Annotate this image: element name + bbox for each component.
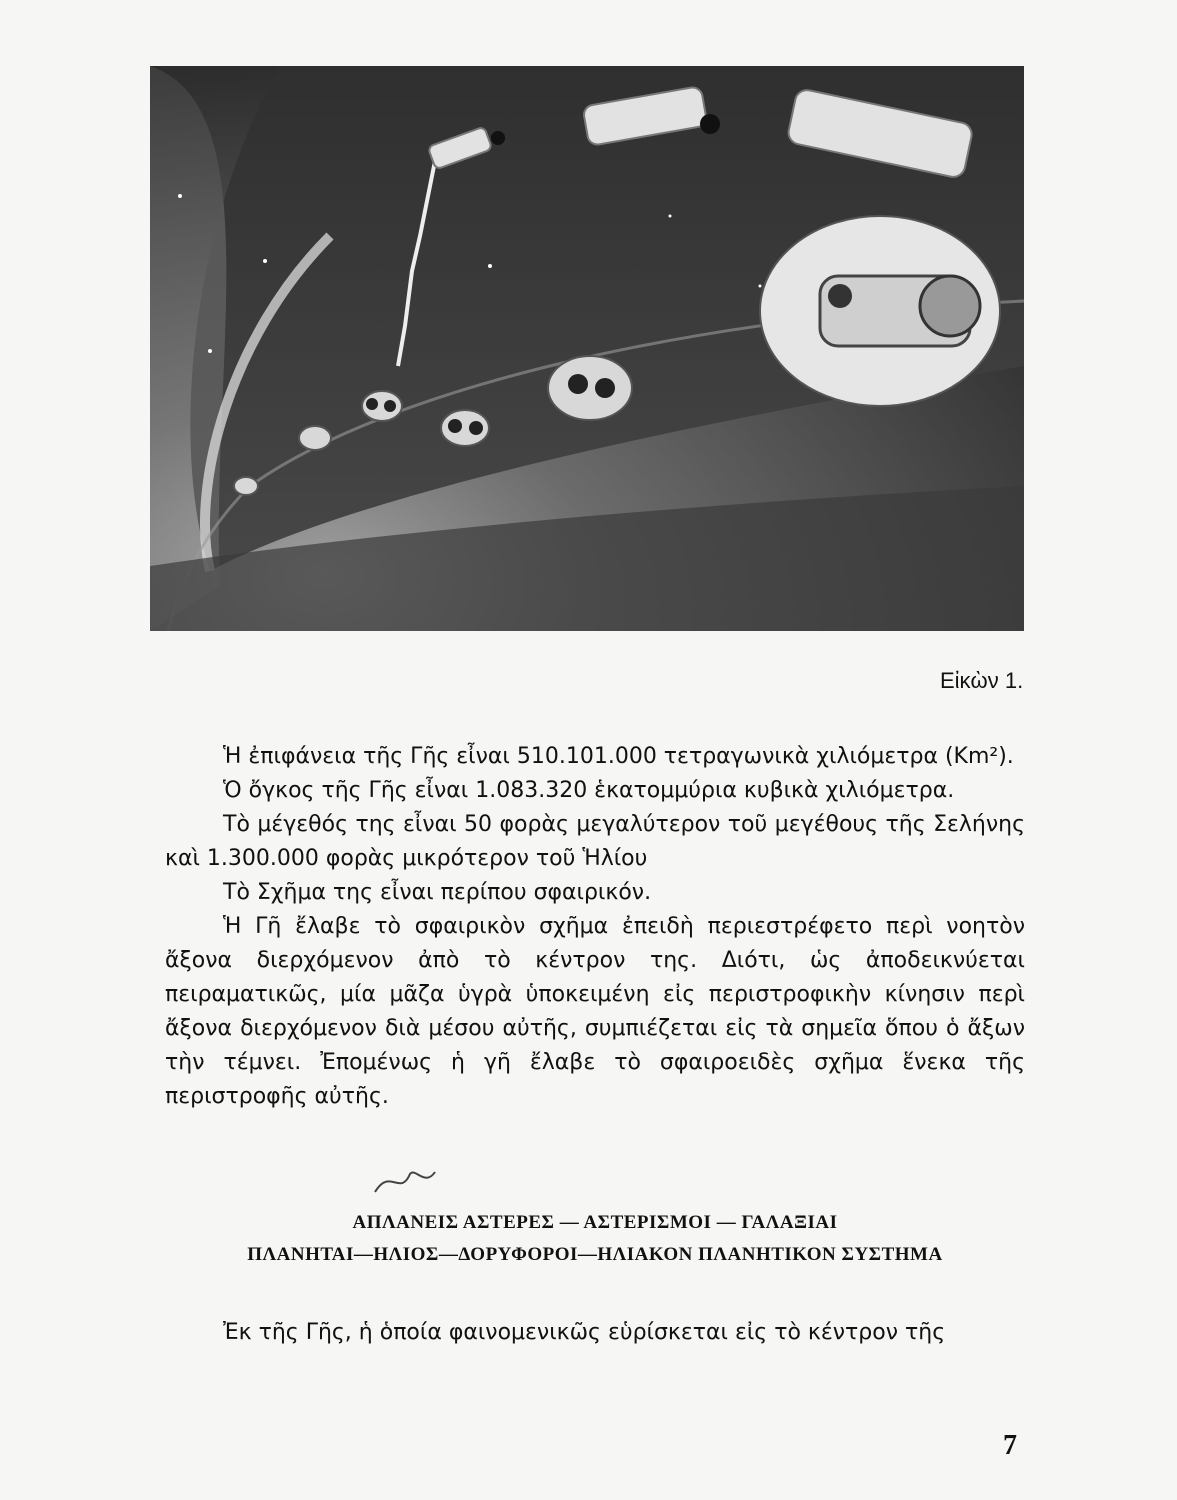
section-heading-line-1: ΑΠΛΑΝΕΙΣ ΑΣΤΕΡΕΣ — ΑΣΤΕΡΙΣΜΟΙ — ΓΑΛΑΞΙΑΙ — [352, 1212, 838, 1233]
paragraph-size: Τὸ μέγεθός της εἶναι 50 φορὰς μεγαλύτερον τοῦ μεγέθους τῆς Σελήνης καὶ 1.300.000 φορὰς μικρότερον τοῦ Ἡλίου — [165, 812, 1025, 871]
paragraph-surface: Ἡ ἐπιφάνεια τῆς Γῆς εἶναι 510.101.000 τετραγωνικὰ χιλιόμετρα (Km²). — [223, 744, 1014, 769]
paragraph-shape: Τὸ Σχῆμα της εἶναι περίπου σφαιρικόν. — [223, 880, 652, 905]
figure-spacecraft-illustration — [150, 66, 1024, 631]
figure-caption: Εἰκὼν 1. — [940, 668, 1024, 693]
paragraph-rotation: Ἡ Γῆ ἔλαβε τὸ σφαιρικὸν σχῆμα ἐπειδὴ περιεστρέφετο περὶ νοητὸν ἄξονα διερχόμενον ἀπὸ τὸ κέντρον της. Διότι, ὡς ἀποδεικνύεται πειραματικῶς, μία μᾶζα ὑγρὰ ὑποκειμένη εἰς περιστροφικὴν κίνησιν περὶ ἄξονα διερχόμενον διὰ μέσου αὐτῆς, συμπιέζεται εἰς τὰ σημεῖα ὅπου ὁ ἄξων τὴν τέμνει. Ἐπομένως ἡ γῆ ἔλαβε τὸ σφαιροειδὲς σχῆμα ἕνεκα τῆς περιστροφῆς αὐτῆς. — [165, 914, 1025, 1109]
paragraph-volume: Ὁ ὄγκος τῆς Γῆς εἶναι 1.083.320 ἑκατομμύρια κυβικὰ χιλιόμετρα. — [223, 778, 955, 803]
handwritten-scribble — [370, 1162, 440, 1202]
spacecraft-illustration — [150, 66, 1024, 631]
section-heading-line-2: ΠΛΑΝΗΤΑΙ—ΗΛΙΟΣ—ΔΟΡΥΦΟΡΟΙ—ΗΛΙΑΚΟΝ ΠΛΑΝΗΤΙΚΟΝ ΣΥΣΤΗΜΑ — [247, 1244, 943, 1265]
last-paragraph-block — [165, 1316, 1025, 1350]
paragraph-continuation: Ἐκ τῆς Γῆς, ἡ ὁποία φαινομενικῶς εὑρίσκεται εἰς τὸ κέντρον τῆς — [223, 1320, 946, 1345]
page-number: 7 — [1003, 1430, 1017, 1461]
body-text — [165, 740, 1025, 1114]
